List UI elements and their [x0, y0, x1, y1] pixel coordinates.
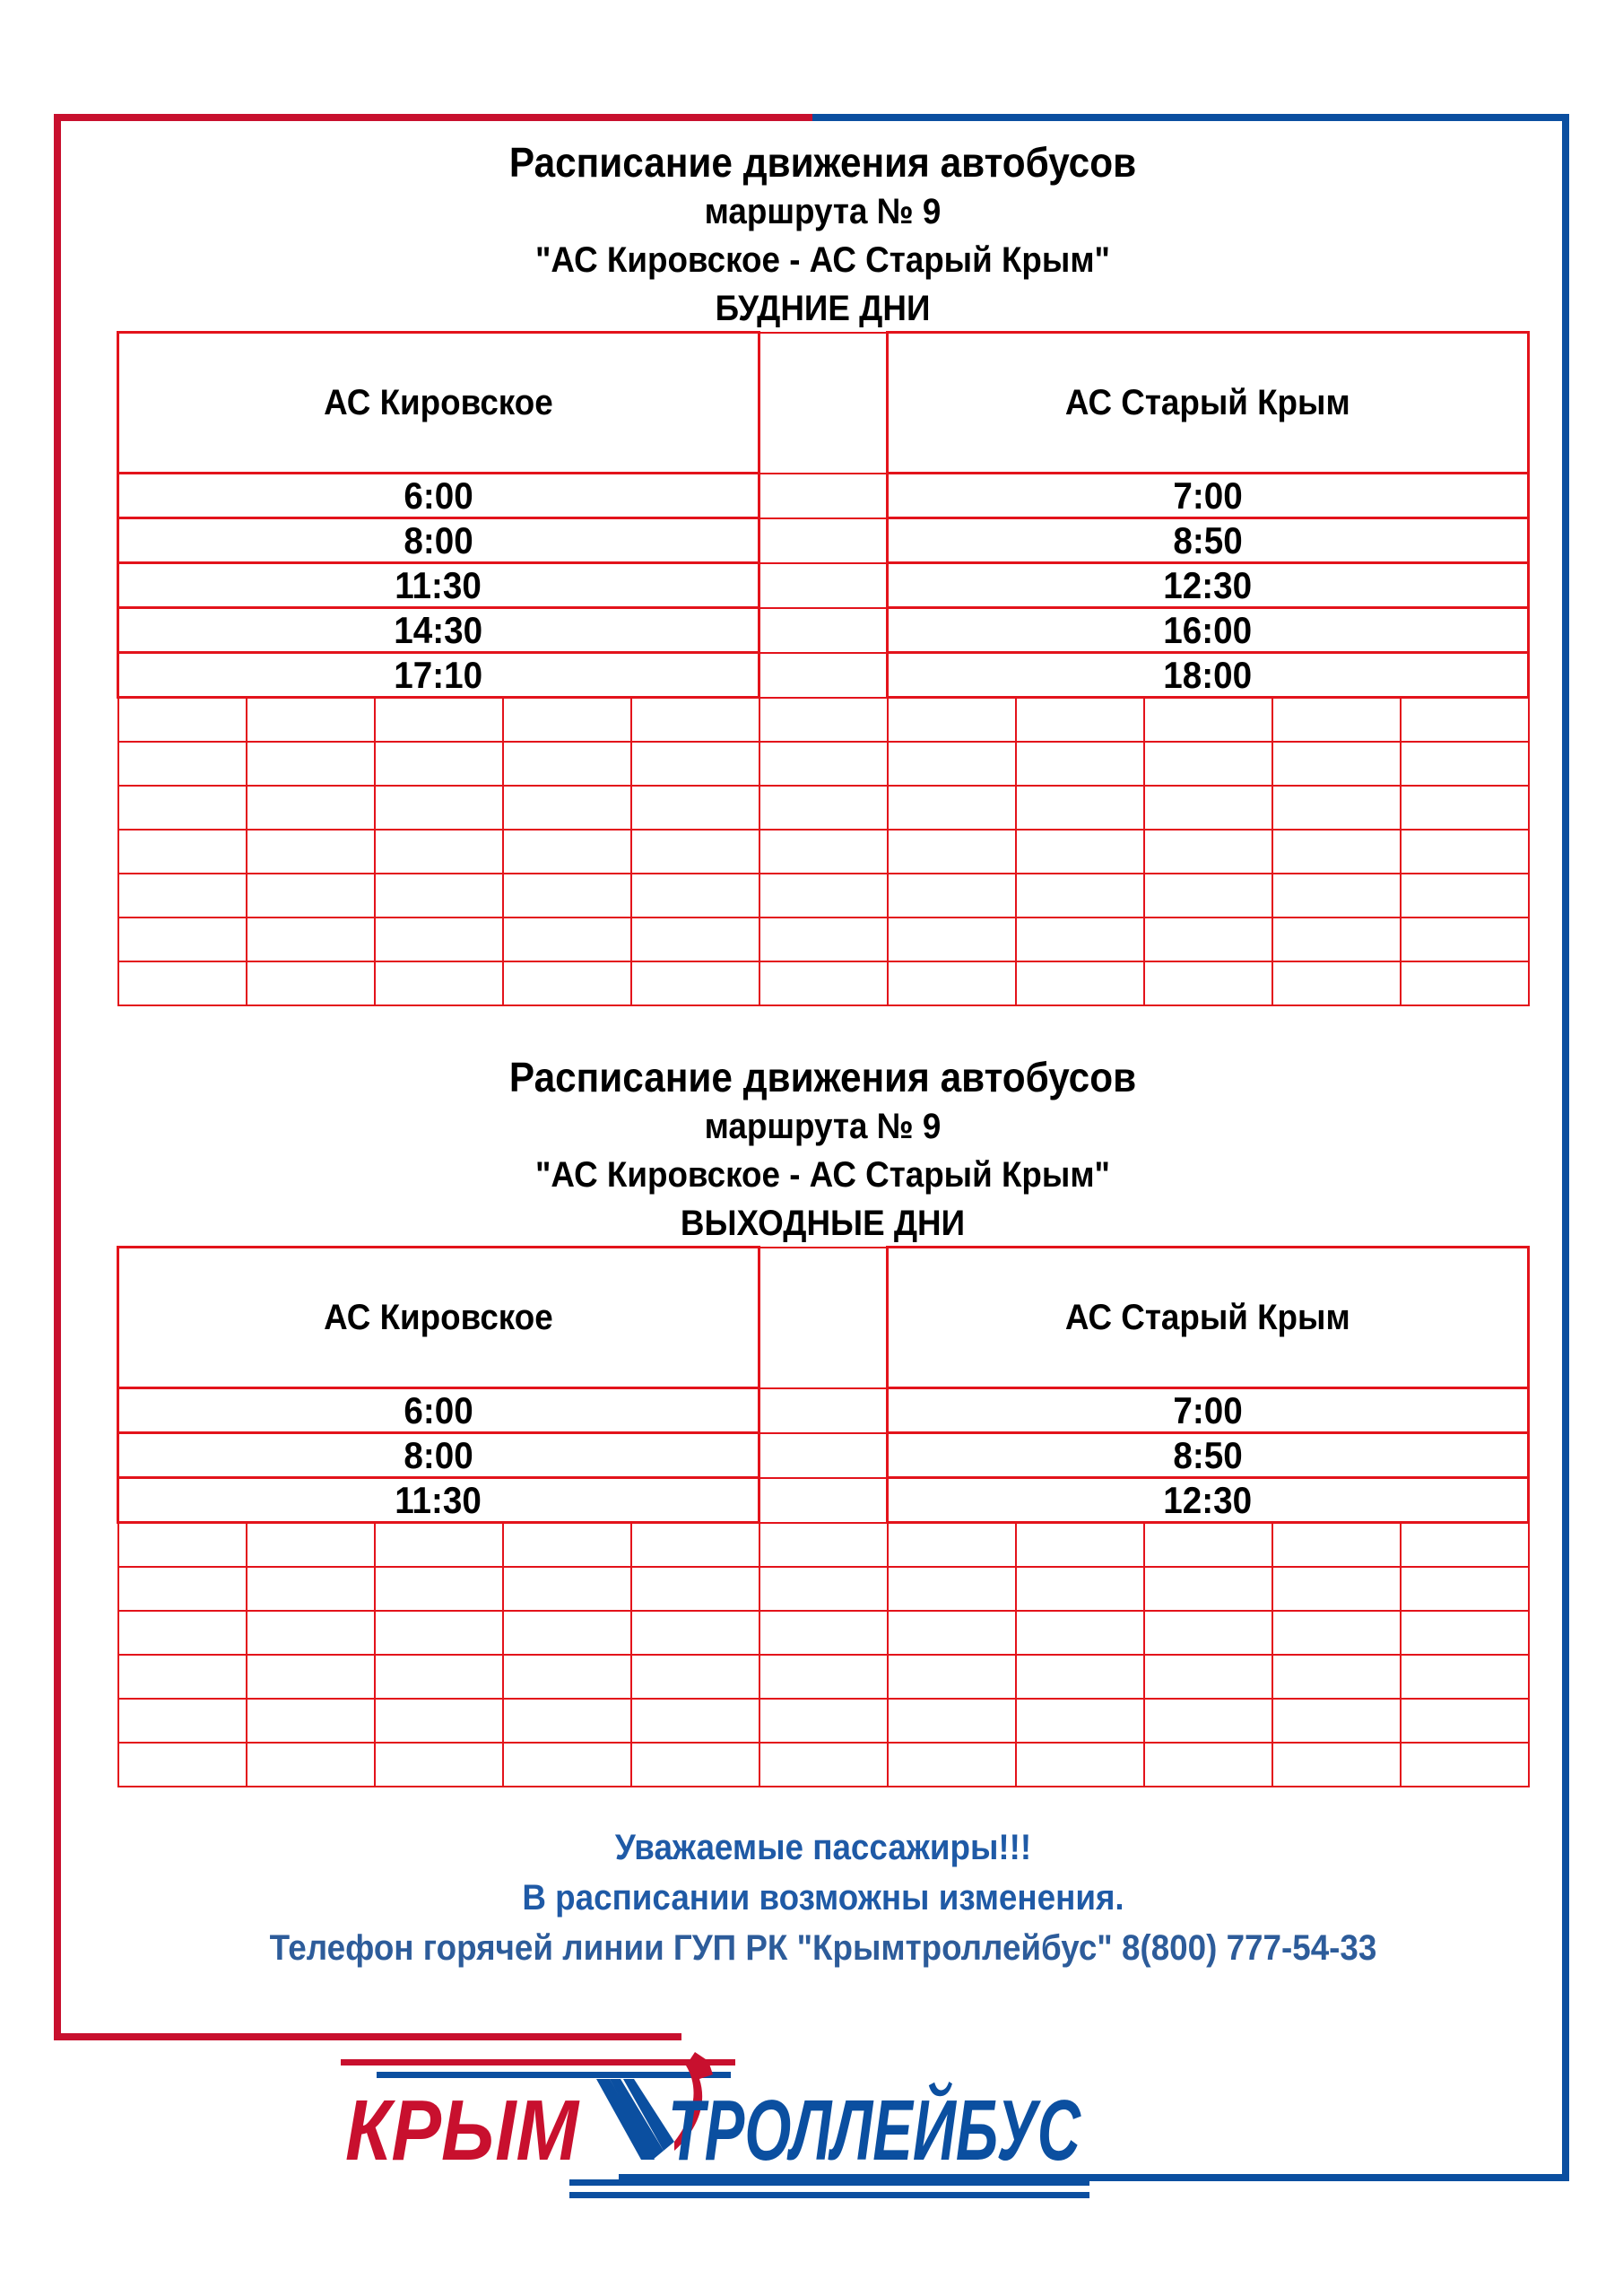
empty-grid-cell: [375, 1567, 503, 1611]
empty-grid-cell: [759, 1655, 888, 1699]
empty-grid-cell: [1016, 1655, 1144, 1699]
spacer-cell: [759, 563, 888, 608]
empty-grid-cell: [1272, 1567, 1401, 1611]
empty-grid-cell: [118, 1523, 247, 1568]
weekday-title-block: [117, 139, 1529, 328]
weekday-day-type: БУДНИЕ ДНИ: [715, 289, 931, 328]
empty-grid-cell: [247, 786, 375, 830]
empty-grid-row: [118, 874, 1529, 918]
frame-right-blue: [1562, 114, 1569, 2181]
table-header-row: [118, 333, 1529, 474]
empty-grid-cell: [1016, 1699, 1144, 1743]
empty-grid-cell: [1144, 1611, 1272, 1655]
table-row: [118, 518, 1529, 563]
empty-grid-cell: [1401, 698, 1529, 743]
empty-grid-cell: [503, 1743, 631, 1787]
empty-grid-cell: [375, 830, 503, 874]
empty-grid-cell: [375, 918, 503, 961]
empty-grid-cell: [759, 874, 888, 918]
empty-grid-cell: [631, 698, 759, 743]
departure-from-time: 11:30: [118, 563, 759, 608]
weekend-schedule-table: [117, 1246, 1530, 1787]
empty-grid-cell: [503, 742, 631, 786]
notice-hotline: Телефон горячей линии ГУП РК "Крымтроллейбус" 8(800) 777-54-33: [269, 1928, 1377, 1968]
empty-grid-row: [118, 698, 1529, 743]
weekday-schedule-table: [117, 331, 1530, 1006]
empty-grid-cell: [1144, 961, 1272, 1005]
empty-grid-cell: [375, 874, 503, 918]
empty-grid-cell: [118, 1567, 247, 1611]
empty-grid-cell: [1272, 1523, 1401, 1568]
empty-grid-cell: [1401, 961, 1529, 1005]
empty-grid-cell: [1272, 961, 1401, 1005]
spacer-cell: [759, 608, 888, 653]
frame-top-blue: [812, 114, 1569, 121]
empty-grid-row: [118, 742, 1529, 786]
empty-grid-cell: [503, 961, 631, 1005]
empty-grid-cell: [1272, 1699, 1401, 1743]
departure-from-time: 6:00: [118, 474, 759, 518]
empty-grid-cell: [1016, 698, 1144, 743]
empty-grid-cell: [247, 1699, 375, 1743]
empty-grid-cell: [631, 786, 759, 830]
empty-grid-cell: [759, 1611, 888, 1655]
empty-grid-cell: [1401, 1699, 1529, 1743]
empty-grid-row: [118, 1655, 1529, 1699]
logo-word-left: КРЫМ: [345, 2083, 580, 2179]
empty-grid-cell: [888, 1567, 1016, 1611]
empty-grid-cell: [375, 698, 503, 743]
empty-grid-cell: [118, 1699, 247, 1743]
empty-grid-cell: [375, 1611, 503, 1655]
table-row: [118, 563, 1529, 608]
empty-grid-cell: [247, 1611, 375, 1655]
empty-grid-cell: [1401, 1523, 1529, 1568]
empty-grid-cell: [888, 830, 1016, 874]
empty-grid-cell: [375, 1523, 503, 1568]
empty-grid-cell: [631, 1523, 759, 1568]
empty-grid-cell: [888, 1655, 1016, 1699]
empty-grid-row: [118, 1567, 1529, 1611]
empty-grid-cell: [759, 830, 888, 874]
departure-from-time: 8:00: [118, 518, 759, 563]
empty-grid-cell: [759, 742, 888, 786]
empty-grid-cell: [247, 830, 375, 874]
empty-grid-cell: [375, 1743, 503, 1787]
empty-grid-cell: [118, 786, 247, 830]
empty-grid-cell: [1272, 830, 1401, 874]
empty-grid-cell: [1401, 918, 1529, 961]
empty-grid-cell: [1144, 786, 1272, 830]
empty-grid-cell: [759, 1523, 888, 1568]
empty-grid-cell: [1272, 698, 1401, 743]
frame-top-red: [54, 114, 812, 121]
logo-word-right: ТРОЛЛЕЙБУС: [668, 2083, 1261, 2179]
empty-grid-cell: [375, 1655, 503, 1699]
empty-grid-cell: [118, 830, 247, 874]
weekend-empty-grid: [118, 1523, 1529, 1787]
weekend-route-name: "АС Кировское - АС Старый Крым": [534, 1155, 1111, 1195]
empty-grid-cell: [631, 830, 759, 874]
empty-grid-cell: [1272, 918, 1401, 961]
empty-grid-cell: [1144, 830, 1272, 874]
empty-grid-cell: [1272, 1611, 1401, 1655]
table-header-row: [118, 1248, 1529, 1388]
empty-grid-cell: [1016, 830, 1144, 874]
empty-grid-cell: [631, 961, 759, 1005]
empty-grid-cell: [1401, 830, 1529, 874]
empty-grid-cell: [1016, 1523, 1144, 1568]
table-row: [118, 474, 1529, 518]
empty-grid-cell: [1144, 1567, 1272, 1611]
empty-grid-cell: [503, 1567, 631, 1611]
empty-grid-cell: [1272, 1655, 1401, 1699]
empty-grid-cell: [1144, 1743, 1272, 1787]
departure-to-time: 12:30: [888, 563, 1529, 608]
empty-grid-row: [118, 1523, 1529, 1568]
empty-grid-row: [118, 830, 1529, 874]
departure-from-time: 8:00: [118, 1433, 759, 1478]
empty-grid-cell: [247, 961, 375, 1005]
empty-grid-cell: [503, 874, 631, 918]
empty-grid-cell: [375, 961, 503, 1005]
departure-from-time: 11:30: [118, 1478, 759, 1523]
departure-from-time: 14:30: [118, 608, 759, 653]
empty-grid-cell: [503, 698, 631, 743]
empty-grid-cell: [631, 1743, 759, 1787]
departure-to-time: 18:00: [888, 653, 1529, 698]
empty-grid-cell: [247, 874, 375, 918]
empty-grid-cell: [631, 1655, 759, 1699]
empty-grid-cell: [888, 1611, 1016, 1655]
empty-grid-cell: [503, 1523, 631, 1568]
empty-grid-cell: [759, 786, 888, 830]
empty-grid-cell: [118, 874, 247, 918]
frame-left-red: [54, 114, 61, 2040]
spacer-cell: [759, 474, 888, 518]
empty-grid-cell: [503, 786, 631, 830]
empty-grid-cell: [1144, 1523, 1272, 1568]
empty-grid-row: [118, 1611, 1529, 1655]
empty-grid-cell: [759, 961, 888, 1005]
empty-grid-cell: [1144, 742, 1272, 786]
empty-grid-cell: [118, 1743, 247, 1787]
empty-grid-cell: [1272, 786, 1401, 830]
empty-grid-cell: [247, 1523, 375, 1568]
empty-grid-cell: [503, 918, 631, 961]
empty-grid-cell: [118, 698, 247, 743]
empty-grid-cell: [631, 1611, 759, 1655]
empty-grid-cell: [375, 742, 503, 786]
empty-grid-cell: [503, 1655, 631, 1699]
table-row: [118, 653, 1529, 698]
empty-grid-cell: [1144, 918, 1272, 961]
empty-grid-cell: [1016, 1611, 1144, 1655]
header-to-stop: АС Старый Крым: [888, 333, 1529, 474]
empty-grid-cell: [759, 918, 888, 961]
weekday-route-name: "АС Кировское - АС Старый Крым": [534, 240, 1111, 280]
empty-grid-cell: [888, 1699, 1016, 1743]
empty-grid-cell: [759, 1743, 888, 1787]
departure-to-time: 12:30: [888, 1478, 1529, 1523]
empty-grid-cell: [759, 698, 888, 743]
header-spacer: [759, 1248, 888, 1388]
weekend-route-number: маршрута № 9: [704, 1107, 942, 1146]
empty-grid-cell: [1016, 874, 1144, 918]
empty-grid-cell: [1016, 786, 1144, 830]
krymtrolleybus-logo: [341, 2025, 1372, 2205]
empty-grid-cell: [759, 1567, 888, 1611]
empty-grid-row: [118, 961, 1529, 1005]
spacer-cell: [759, 1478, 888, 1523]
header-from-stop: АС Кировское: [118, 1248, 759, 1388]
empty-grid-cell: [1016, 1567, 1144, 1611]
header-from-stop: АС Кировское: [118, 333, 759, 474]
departure-to-time: 8:50: [888, 1433, 1529, 1478]
empty-grid-row: [118, 1699, 1529, 1743]
weekday-route-number: маршрута № 9: [704, 192, 942, 231]
spacer-cell: [759, 518, 888, 563]
empty-grid-cell: [118, 742, 247, 786]
empty-grid-cell: [1144, 698, 1272, 743]
spacer-cell: [759, 653, 888, 698]
header-to-stop: АС Старый Крым: [888, 1248, 1529, 1388]
empty-grid-cell: [247, 1655, 375, 1699]
spacer-cell: [759, 1433, 888, 1478]
empty-grid-cell: [631, 1699, 759, 1743]
departure-to-time: 7:00: [888, 1388, 1529, 1433]
empty-grid-cell: [375, 786, 503, 830]
empty-grid-cell: [1144, 874, 1272, 918]
weekend-day-type: ВЫХОДНЫЕ ДНИ: [680, 1204, 966, 1243]
empty-grid-cell: [631, 1567, 759, 1611]
departure-to-time: 7:00: [888, 474, 1529, 518]
empty-grid-cell: [1016, 1743, 1144, 1787]
empty-grid-cell: [1016, 918, 1144, 961]
empty-grid-cell: [503, 1699, 631, 1743]
departure-from-time: 6:00: [118, 1388, 759, 1433]
empty-grid-cell: [503, 830, 631, 874]
empty-grid-row: [118, 786, 1529, 830]
empty-grid-cell: [247, 918, 375, 961]
empty-grid-cell: [888, 786, 1016, 830]
empty-grid-cell: [118, 961, 247, 1005]
departure-to-time: 8:50: [888, 518, 1529, 563]
empty-grid-cell: [1401, 1567, 1529, 1611]
passenger-notice: [117, 1822, 1530, 1973]
empty-grid-cell: [503, 1611, 631, 1655]
empty-grid-cell: [1016, 961, 1144, 1005]
table-row: [118, 1433, 1529, 1478]
table-row: [118, 1478, 1529, 1523]
empty-grid-cell: [1401, 786, 1529, 830]
empty-grid-cell: [888, 742, 1016, 786]
empty-grid-cell: [247, 1567, 375, 1611]
empty-grid-cell: [1144, 1655, 1272, 1699]
notice-greeting: Уважаемые пассажиры!!!: [614, 1828, 1032, 1867]
empty-grid-cell: [631, 874, 759, 918]
departure-from-time: 17:10: [118, 653, 759, 698]
notice-changes: В расписании возможны изменения.: [522, 1878, 1124, 1918]
empty-grid-cell: [247, 698, 375, 743]
empty-grid-cell: [1144, 1699, 1272, 1743]
weekday-title: Расписание движения автобусов: [508, 139, 1137, 186]
empty-grid-cell: [631, 742, 759, 786]
empty-grid-cell: [1016, 742, 1144, 786]
empty-grid-cell: [1401, 1611, 1529, 1655]
empty-grid-cell: [888, 698, 1016, 743]
empty-grid-cell: [1401, 742, 1529, 786]
header-spacer: [759, 333, 888, 474]
empty-grid-cell: [375, 1699, 503, 1743]
empty-grid-cell: [118, 1655, 247, 1699]
spacer-cell: [759, 1388, 888, 1433]
empty-grid-row: [118, 918, 1529, 961]
weekend-title-block: [117, 1054, 1529, 1243]
empty-grid-cell: [1272, 874, 1401, 918]
empty-grid-cell: [118, 918, 247, 961]
empty-grid-cell: [1272, 1743, 1401, 1787]
empty-grid-cell: [888, 1523, 1016, 1568]
weekday-empty-grid: [118, 698, 1529, 1006]
table-row: [118, 608, 1529, 653]
empty-grid-cell: [888, 961, 1016, 1005]
departure-to-time: 16:00: [888, 608, 1529, 653]
empty-grid-cell: [631, 918, 759, 961]
empty-grid-cell: [1272, 742, 1401, 786]
empty-grid-row: [118, 1743, 1529, 1787]
empty-grid-cell: [1401, 874, 1529, 918]
empty-grid-cell: [1401, 1655, 1529, 1699]
empty-grid-cell: [247, 742, 375, 786]
empty-grid-cell: [118, 1611, 247, 1655]
empty-grid-cell: [888, 918, 1016, 961]
empty-grid-cell: [247, 1743, 375, 1787]
empty-grid-cell: [888, 1743, 1016, 1787]
table-row: [118, 1388, 1529, 1433]
empty-grid-cell: [759, 1699, 888, 1743]
empty-grid-cell: [888, 874, 1016, 918]
weekend-title: Расписание движения автобусов: [508, 1054, 1137, 1100]
empty-grid-cell: [1401, 1743, 1529, 1787]
